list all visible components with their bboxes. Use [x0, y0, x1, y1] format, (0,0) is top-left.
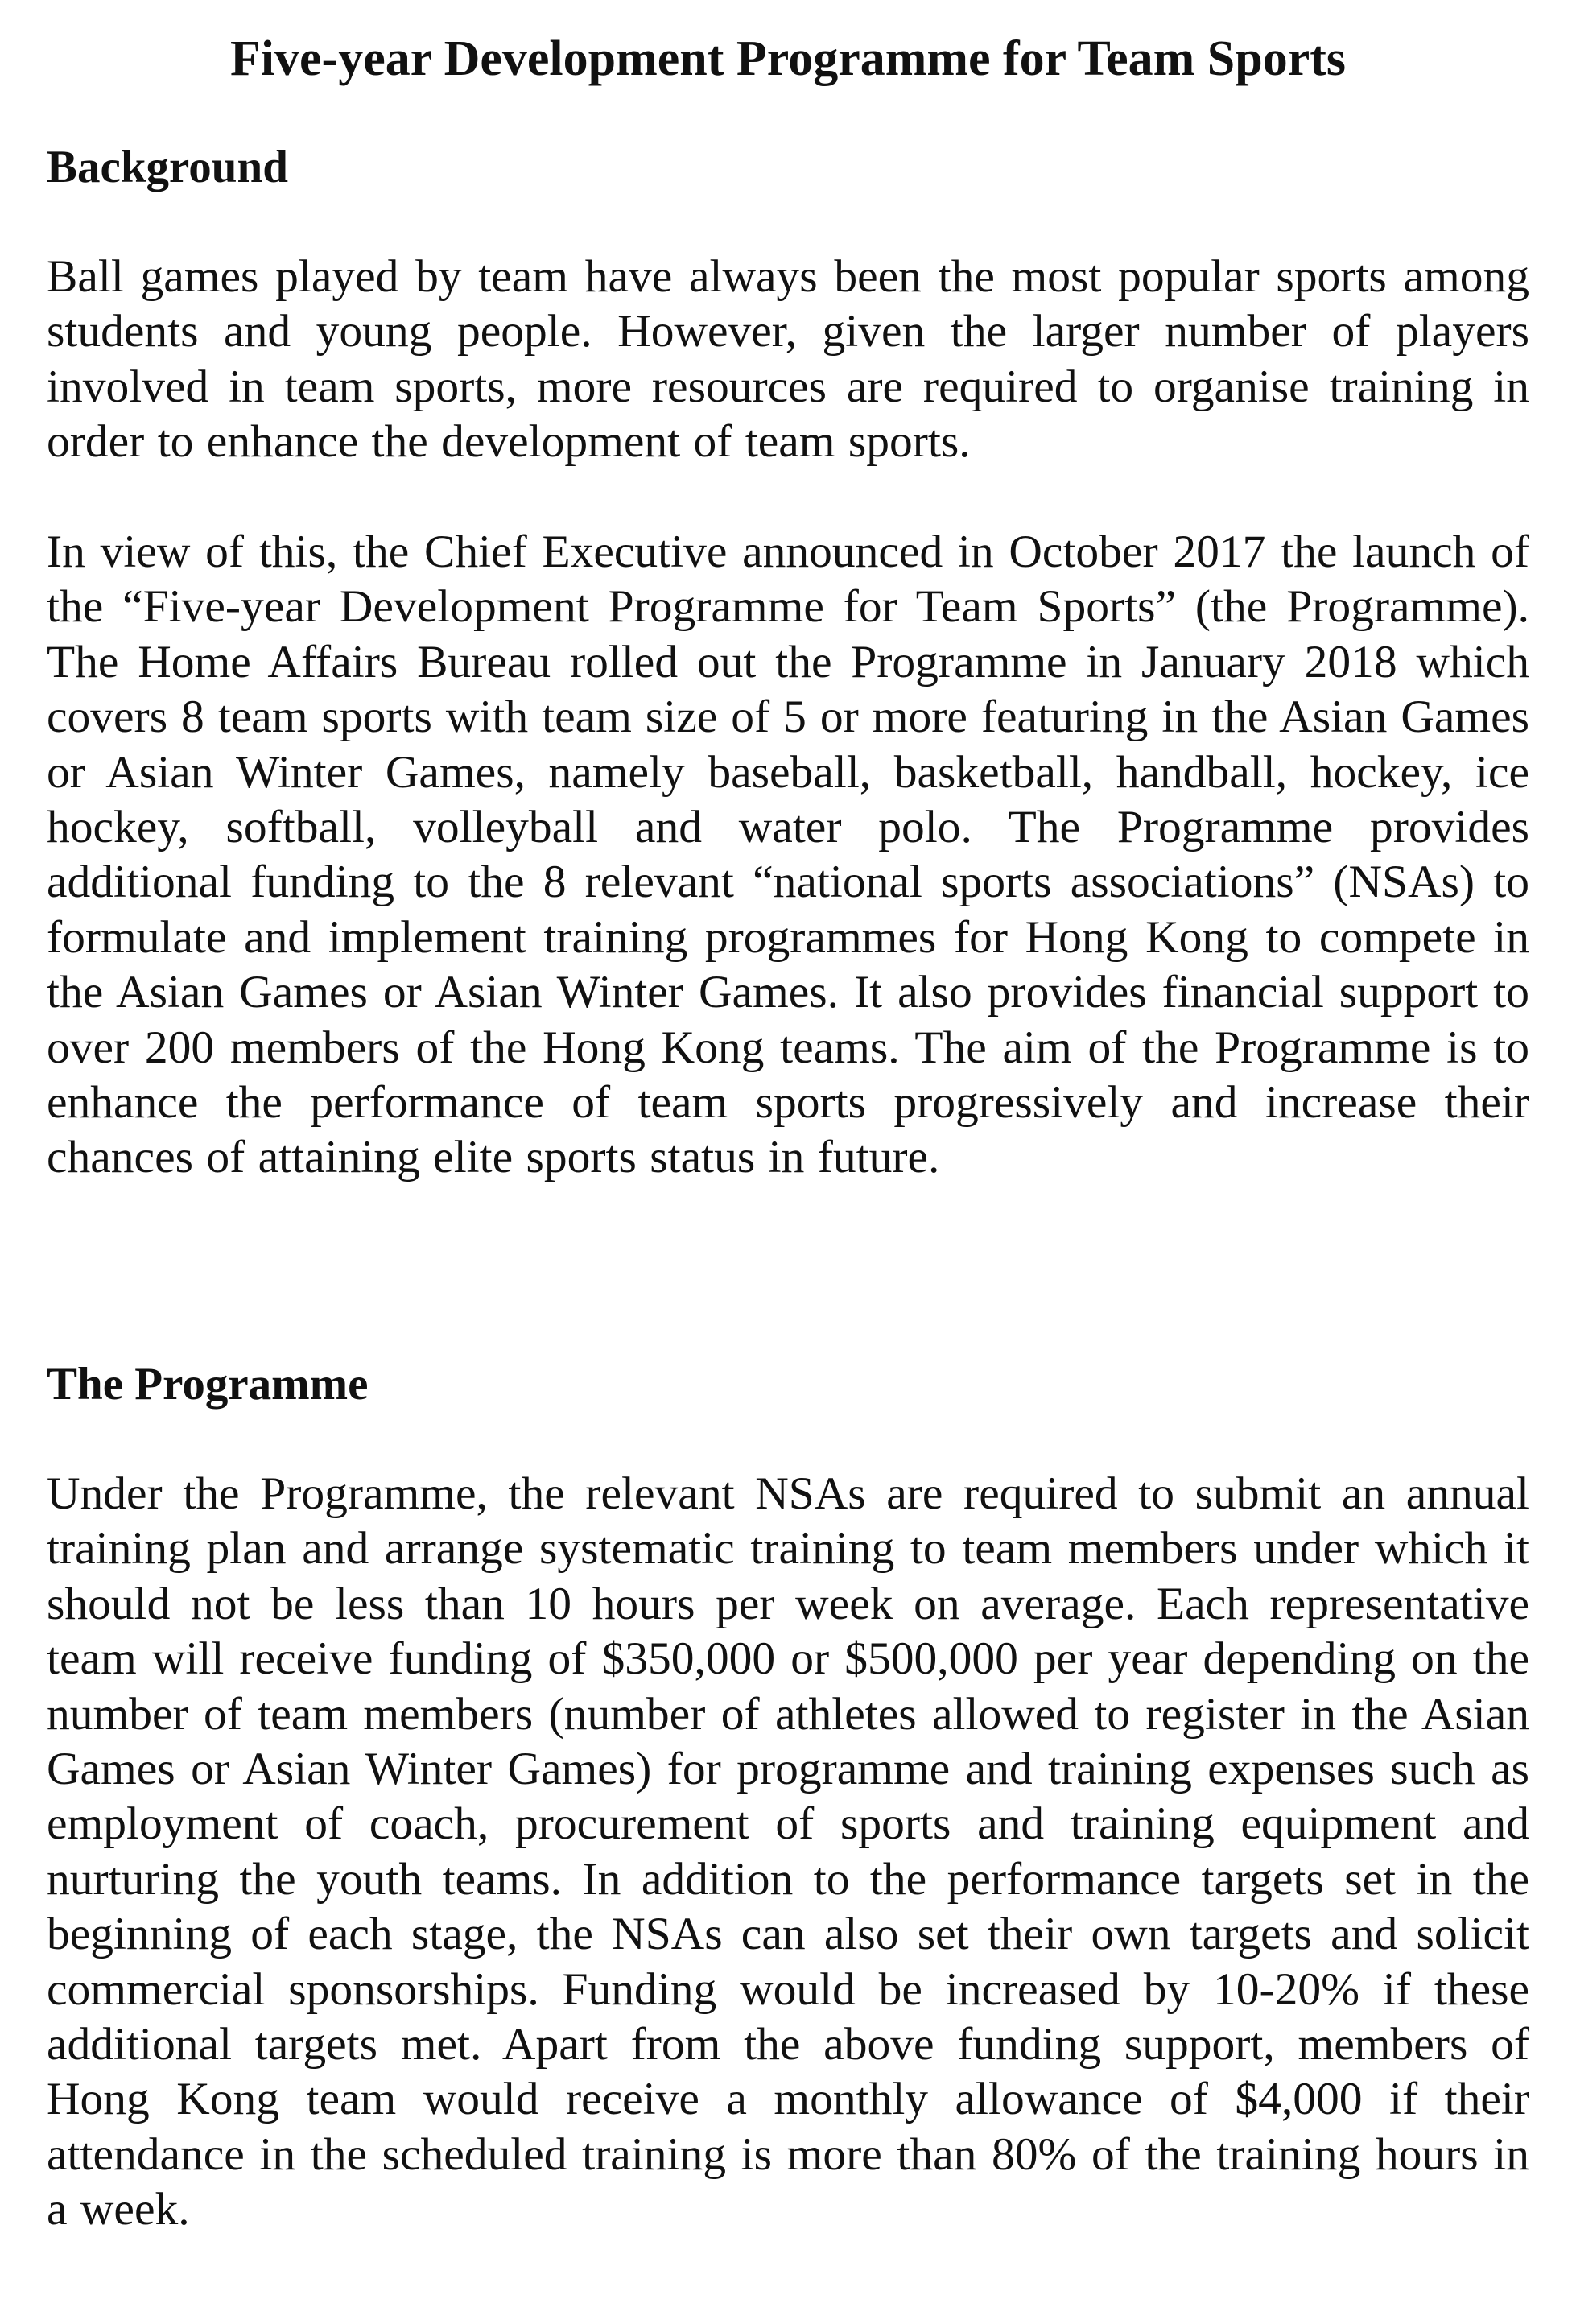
background-paragraph-1: Ball games played by team have always been the most popular sports among students and young people. However, given the larger number of players involved in team sports, more resources are required to organise training in order to enhance the development of team sports. [47, 251, 1529, 468]
section-heading-programme: The Programme [47, 1359, 369, 1410]
background-paragraph-2: In view of this, the Chief Executive announced in October 2017 the launch of the “Five-year Development Programme for Team Sports” (the Programme). The Home Affairs Bureau rolled out the Programme in January 2018 which covers 8 team sports with team size of 5 or more featuring in the Asian Games or Asian Winter Games, namely baseball, basketball, handball, hockey, ice hockey, softball, volleyball and water polo. The Programme provides additional funding to the 8 relevant “national sports associations” (NSAs) to formulate and implement training programmes for Hong Kong to compete in the Asian Games or Asian Winter Games. It also provides financial support to over 200 members of the Hong Kong teams. The aim of the Programme is to enhance the performance of team sports progressively and increase their chances of attaining elite sports status in future. [47, 526, 1529, 1183]
document-title: Five-year Development Programme for Team Sports [229, 31, 1347, 86]
section-heading-background: Background [47, 142, 288, 192]
programme-paragraph-1: Under the Programme, the relevant NSAs are required to submit an annual training plan and arrange systematic training to team members under which it should not be less than 10 hours per week on average. Each representative team will receive funding of $350,000 or $500,000 per year depending on the number of team members (number of athletes allowed to register in the Asian Games or Asian Winter Games) for programme and training expenses such as employment of coach, procurement of sports and training equipment and nurturing the youth teams. In addition to the performance targets set in the beginning of each stage, the NSAs can also set their own targets and solicit commercial sponsorships. Funding would be increased by 10-20% if these additional targets met. Apart from the above funding support, members of Hong Kong team would receive a monthly allowance of $4,000 if their attendance in the scheduled training is more than 80% of the training hours in a week. [47, 1468, 1529, 2235]
